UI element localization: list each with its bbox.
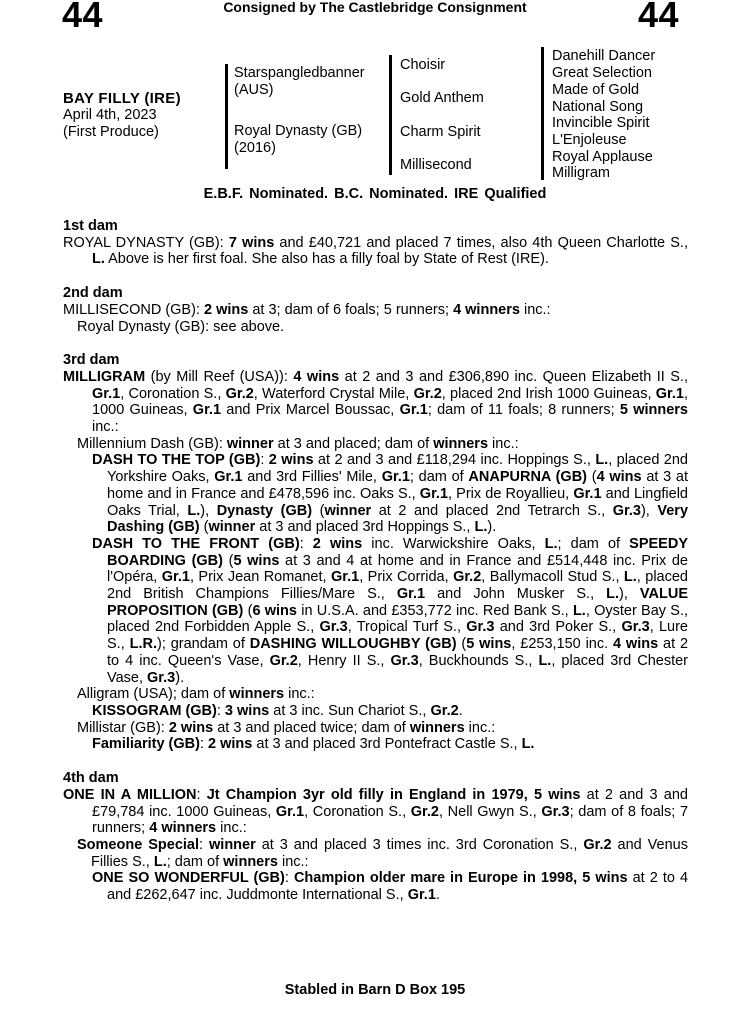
text-run: MILLISECOND (GB): (63, 301, 204, 318)
bold-text-run: Gr.3 (621, 619, 650, 636)
bold-text-run: winners (409, 719, 465, 736)
bold-text-run: Gr.1 (214, 469, 243, 486)
dam3-produce-dash-to-the-top (63, 452, 688, 536)
lot-number-left: 44 (62, 0, 104, 35)
text-run: and Lingfield Oaks Trial, (107, 485, 688, 519)
text-run: inc. Warwickshire Oaks, (362, 535, 545, 552)
dam2-entry (63, 302, 688, 319)
bold-text-run: Gr.1 (399, 402, 428, 419)
text-run: (by Mill Reef (USA)): (145, 368, 294, 385)
bold-text-run: Gr.2 (430, 702, 459, 719)
great-grandparent-4: National Song (552, 99, 644, 115)
text-run: . (435, 887, 440, 904)
dam4-entry (63, 787, 688, 837)
dam4-produce-someone-special (63, 837, 688, 870)
bold-text-run: L. (92, 251, 105, 268)
bold-text-run: L. (153, 853, 167, 870)
text-run: , Prix Jean Romanet, (189, 569, 331, 586)
text-run: ). (175, 669, 185, 686)
text-run: at 2 to 4 inc. Queen's Vase, (107, 636, 689, 669)
great-grandparent-3: Made of Gold (552, 82, 640, 98)
bold-text-run: 2 wins (208, 736, 253, 753)
bold-text-run: Dynasty (GB) (216, 502, 313, 519)
text-run: , Nell Gwyn S., (438, 803, 542, 820)
grandparent-1: Choisir (400, 57, 446, 73)
bold-text-run: Very Dashing (GB) (107, 502, 689, 536)
catalogue-body (63, 218, 688, 904)
text-run: at 3 and 4 at home and in France and £514,448 inc. Prix de l'Opéra, (107, 552, 688, 586)
text-run: : (216, 702, 225, 719)
text-run: ), (640, 502, 658, 519)
text-run: ). (487, 519, 497, 536)
bold-text-run: Gr.3 (319, 619, 348, 636)
text-run: at 2 and 3 and £118,294 inc. Hoppings S., (313, 452, 596, 469)
text-run: ROYAL DYNASTY (GB): (63, 234, 229, 251)
bold-text-run: L. (595, 452, 609, 469)
pedigree-divider-1 (225, 64, 228, 169)
text-run: , placed 2nd Yorkshire Oaks, (107, 452, 688, 486)
pedigree-divider-3 (541, 47, 544, 180)
bold-text-run: Gr.3 (612, 502, 641, 519)
stabling-footer: Stabled in Barn D Box 195 (284, 982, 466, 998)
text-run: and Prix Marcel Boussac, (221, 402, 400, 419)
bold-text-run: 5 winners (619, 402, 688, 419)
text-run: ), (619, 586, 640, 603)
bold-text-run: 5 wins (233, 552, 280, 569)
horse-description: BAY FILLY (IRE) (63, 90, 181, 107)
text-run: inc.: (216, 820, 247, 837)
bold-text-run: 2 wins (168, 719, 214, 736)
text-run: at 3 and placed 3rd Pontefract Castle S., (252, 736, 522, 753)
bold-text-run: Gr.3 (541, 803, 570, 820)
great-grandparent-1: Danehill Dancer (552, 48, 656, 64)
bold-text-run: 4 winners (453, 301, 520, 318)
dam3-produce-alligram (63, 686, 688, 703)
great-grandparent-2: Great Selection (552, 65, 652, 81)
section-heading-1st-dam: 1st dam (63, 218, 118, 234)
bold-text-run: winners (223, 853, 278, 870)
text-run: at 3 at home and in France and £478,596 inc. Oaks S., (107, 469, 689, 502)
bold-text-run: Someone Special (77, 836, 200, 853)
text-run: at 2 and placed 2nd Tetrarch S., (371, 502, 613, 519)
dam-name: Royal Dynasty (GB) (234, 123, 363, 139)
text-run: ( (587, 469, 597, 486)
text-run: ( (222, 552, 234, 569)
bold-text-run: Gr.2 (225, 385, 254, 402)
text-run: at 3 and placed 3 times inc. 3rd Coronation S., (255, 836, 584, 853)
text-run: , Coronation S., (304, 803, 411, 820)
bold-text-run: 4 wins (613, 636, 659, 653)
bold-text-run: DASH TO THE TOP (GB) (92, 452, 261, 469)
text-run: , placed 2nd British Champions Fillies/Mare S., (107, 569, 688, 603)
text-run: and 3rd Fillies' Mile, (242, 469, 382, 486)
text-run: in U.S.A. and £353,772 inc. Red Bank S., (296, 602, 573, 619)
bold-text-run: Gr.1 (655, 385, 684, 402)
text-run: inc.: (464, 719, 496, 736)
grandparent-3: Charm Spirit (400, 124, 481, 140)
text-run: , Waterford Crystal Mile, (253, 385, 414, 402)
pedigree-divider-2 (389, 55, 392, 175)
bold-text-run: L. (474, 519, 488, 536)
text-run: and 3rd Poker S., (494, 619, 622, 636)
bold-text-run: Gr.1 (381, 469, 410, 486)
horse-foaling-date: April 4th, 2023 (63, 107, 157, 123)
text-run: at 3 inc. Sun Chariot S., (269, 702, 431, 719)
bold-text-run: Gr.2 (583, 836, 612, 853)
bold-text-run: L. (606, 586, 620, 603)
dam3-produce-familiarity (63, 736, 688, 753)
great-grandparent-8: Milligram (552, 165, 610, 181)
bold-text-run: winners (229, 686, 285, 703)
bold-text-run: Champion older mare in Europe in 1998, 5 wins (293, 870, 628, 887)
bold-text-run: ANAPURNA (GB) (468, 469, 587, 486)
grandparent-2: Gold Anthem (400, 90, 484, 106)
text-run: at 3 and placed twice; dam of (213, 719, 410, 736)
text-run: ; dam of (557, 535, 630, 552)
text-run: ( (312, 502, 325, 519)
bold-text-run: Gr.3 (466, 619, 495, 636)
bold-text-run: Gr.3 (390, 652, 419, 669)
text-run: , £253,150 inc. (511, 636, 614, 653)
text-run: : (284, 870, 294, 887)
text-run: inc.: (284, 686, 315, 703)
dam4-produce-one-so-wonderful (63, 870, 688, 903)
text-run: , Prix Corrida, (359, 569, 454, 586)
nominations: E.B.F. Nominated. B.C. Nominated. IRE Qualified (203, 186, 547, 202)
text-run: , Coronation S., (120, 385, 226, 402)
text-run: ( (243, 602, 253, 619)
bold-text-run: Gr.1 (573, 485, 602, 502)
text-run: : (199, 736, 209, 753)
text-run: : (260, 452, 269, 469)
bold-text-run: Gr.3 (147, 669, 176, 686)
text-run: and Venus Fillies S., (91, 836, 688, 870)
dam3-entry (63, 369, 688, 436)
bold-text-run: MILLIGRAM (63, 368, 146, 385)
text-run: inc.: (92, 419, 119, 436)
pedigree-dam (234, 123, 362, 156)
sire-country: (AUS) (234, 81, 274, 98)
text-run: at 2 to 4 and £262,647 inc. Juddmonte International S., (107, 870, 689, 904)
bold-text-run: DASHING WILLOUGHBY (GB) (249, 636, 457, 653)
text-run: Royal Dynasty (GB): see above. (77, 318, 285, 335)
bold-text-run: winner (324, 502, 372, 519)
bold-text-run: 4 wins (596, 469, 642, 486)
bold-text-run: SPEEDY BOARDING (GB) (107, 535, 688, 569)
text-run: Millistar (GB): (77, 719, 169, 736)
bold-text-run: Gr.2 (413, 385, 442, 402)
text-run: at 3 and placed; dam of (273, 435, 434, 452)
text-run: , 1000 Guineas, (92, 385, 688, 419)
text-run: , Oyster Bay S., placed 2nd Forbidden Apple S., (107, 602, 689, 636)
great-grandparent-5: Invincible Spirit (552, 115, 650, 131)
bold-text-run: ONE IN A MILLION (63, 786, 197, 803)
bold-text-run: Gr.1 (396, 586, 426, 603)
text-run: , Ballymacoll Stud S., (481, 569, 624, 586)
section-heading-2nd-dam: 2nd dam (63, 285, 123, 302)
bold-text-run: 5 wins (466, 636, 512, 653)
bold-text-run: 2 wins (312, 535, 363, 552)
bold-text-run: Gr.2 (410, 803, 439, 820)
text-run: ; dam of 8 foals; 7 runners; (92, 803, 689, 837)
lot-number-right: 44 (638, 0, 680, 35)
bold-text-run: 2 wins (268, 452, 314, 469)
bold-text-run: 4 wins (293, 368, 340, 385)
bold-text-run: L. (521, 736, 535, 753)
bold-text-run: Gr.2 (269, 652, 298, 669)
text-run: inc.: (519, 301, 551, 318)
bold-text-run: Gr.2 (453, 569, 482, 586)
text-run: ; dam of (166, 853, 224, 870)
bold-text-run: winners (433, 435, 489, 452)
text-run: and John Musker S., (425, 586, 607, 603)
text-run: . (458, 702, 463, 719)
bold-text-run: Gr.1 (92, 385, 121, 402)
bold-text-run: Gr.1 (419, 485, 449, 502)
text-run: : (299, 535, 313, 552)
bold-text-run: DASH TO THE FRONT (GB) (92, 535, 300, 552)
bold-text-run: winner (208, 519, 256, 536)
bold-text-run: 4 winners (149, 820, 217, 837)
text-run: , placed 2nd Irish 1000 Guineas, (441, 385, 656, 402)
text-run: : (199, 836, 210, 853)
bold-text-run: Gr.1 (407, 887, 436, 904)
dam3-produce-millennium-dash (63, 436, 688, 453)
grandparent-4: Millisecond (400, 157, 472, 173)
bold-text-run: KISSOGRAM (GB) (92, 702, 217, 719)
bold-text-run: ONE SO WONDERFUL (GB) (92, 870, 285, 887)
text-run: ); grandam of (156, 636, 250, 653)
text-run: , Prix de Royallieu, (448, 485, 574, 502)
dam2-produce-1 (63, 319, 688, 336)
bold-text-run: L. (572, 602, 586, 619)
section-heading-4th-dam: 4th dam (63, 770, 119, 787)
text-run: , Lure S., (107, 619, 688, 653)
bold-text-run: L. (623, 569, 637, 586)
text-run: Millennium Dash (GB): (77, 435, 227, 452)
text-run: and £40,721 and placed 7 times, also 4th Queen Charlotte S., (274, 234, 688, 251)
bold-text-run: VALUE PROPOSITION (GB) (107, 586, 688, 619)
text-run: , Buckhounds S., (418, 652, 539, 669)
great-grandparent-6: L'Enjoleuse (552, 132, 627, 148)
bold-text-run: winner (209, 836, 256, 853)
consignor: Consigned by The Castlebridge Consignment (223, 0, 527, 15)
text-run: Above is her first foal. She also has a filly foal by State of Rest (IRE). (104, 251, 549, 268)
text-run: ( (456, 636, 467, 653)
bold-text-run: L.R. (129, 636, 157, 653)
text-run: : (196, 786, 207, 803)
dam3-produce-kissogram (63, 703, 688, 720)
text-run: ( (199, 519, 209, 536)
bold-text-run: L. (544, 535, 558, 552)
text-run: inc.: (277, 853, 309, 870)
bold-text-run: winner (226, 435, 274, 452)
dam3-produce-millistar (63, 720, 688, 737)
text-run: ), (200, 502, 217, 519)
dam-year: (2016) (234, 139, 276, 156)
bold-text-run: L. (538, 652, 552, 669)
bold-text-run: 3 wins (224, 702, 270, 719)
text-run: inc.: (488, 435, 519, 452)
bold-text-run: Jt Champion 3yr old filly in England in 1979, 5 wins (206, 786, 581, 803)
text-run: ; dam of (409, 469, 469, 486)
dam1-entry (63, 235, 688, 268)
text-run: at 2 and 3 and £79,784 inc. 1000 Guineas, (92, 786, 688, 820)
dam3-produce-dash-to-the-front (63, 536, 688, 686)
horse-produce: (First Produce) (63, 124, 159, 140)
bold-text-run: Gr.1 (161, 569, 190, 586)
text-run: , placed 3rd Chester Vase, (107, 652, 688, 686)
great-grandparent-7: Royal Applause (552, 149, 653, 165)
section-heading-3rd-dam: 3rd dam (63, 352, 120, 369)
bold-text-run: 2 wins (204, 301, 249, 318)
bold-text-run: Gr.1 (330, 569, 360, 586)
text-run: at 3 and placed 3rd Hoppings S., (255, 519, 475, 536)
bold-text-run: Gr.1 (192, 402, 222, 419)
bold-text-run: 7 wins (228, 234, 275, 251)
text-run: ; dam of 11 foals; 8 runners; (427, 402, 620, 419)
text-run: at 3; dam of 6 foals; 5 runners; (248, 301, 454, 318)
text-run: , Henry II S., (297, 652, 391, 669)
text-run: at 2 and 3 and £306,890 inc. Queen Elizabeth II S., (339, 368, 688, 385)
bold-text-run: Gr.1 (275, 803, 305, 820)
text-run: Alligram (USA); dam of (77, 686, 230, 703)
text-run: , Tropical Turf S., (347, 619, 467, 636)
bold-text-run: L. (187, 502, 201, 519)
bold-text-run: 6 wins (252, 602, 297, 619)
sire-name: Starspangledbanner (234, 65, 365, 81)
bold-text-run: Familiarity (GB) (92, 736, 200, 753)
pedigree-sire (234, 65, 365, 98)
